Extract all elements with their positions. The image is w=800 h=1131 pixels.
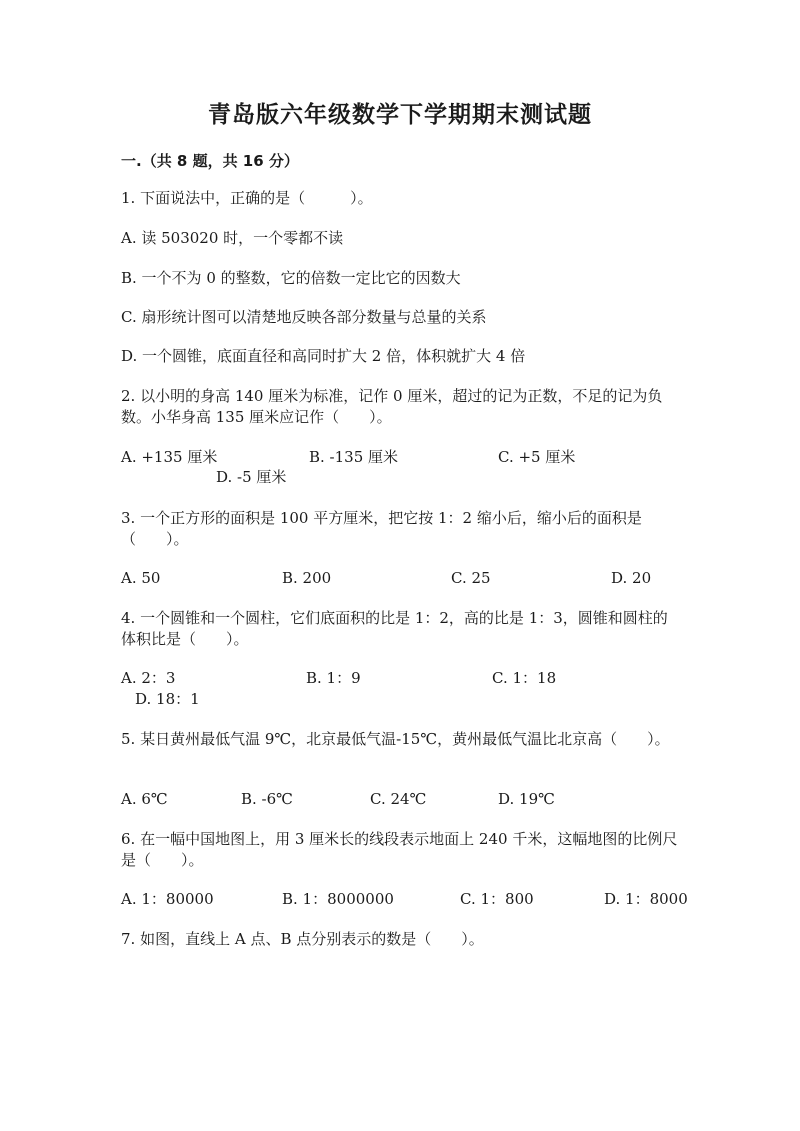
question-6-option-d[interactable]: D. 1：8000 (604, 890, 688, 908)
question-3-option-a[interactable]: A. 50 (121, 569, 161, 587)
question-3-option-b[interactable]: B. 200 (282, 569, 332, 587)
question-7-stem: 7. 如图，直线上 A 点、B 点分别表示的数是（ ）。 (121, 930, 484, 948)
question-1-option-d[interactable]: D. 一个圆锥，底面直径和高同时扩大 2 倍，体积就扩大 4 倍 (121, 347, 526, 365)
question-3-stem: 3. 一个正方形的面积是 100 平方厘米，把它按 1：2 缩小后，缩小后的面积是（ ）。 (121, 509, 642, 548)
page-title: 青岛版六年级数学下学期期末测试题 (208, 102, 592, 128)
question-6-option-a[interactable]: A. 1：80000 (121, 890, 214, 908)
question-2-stem: 2. 以小明的身高 140 厘米为标准，记作 0 厘米，超过的记为正数，不足的记为负数。小华身高 135 厘米应记作（ ）。 (121, 387, 663, 426)
section-heading: 一.（共 8 题，共 16 分） (121, 152, 299, 170)
question-5-option-b[interactable]: B. -6℃ (241, 790, 293, 808)
question-1-stem: 1. 下面说法中，正确的是（ ）。 (121, 189, 373, 207)
question-6-option-c[interactable]: C. 1：800 (460, 890, 534, 908)
question-2-option-c[interactable]: C. +5 厘米 (498, 448, 576, 466)
question-2-option-b[interactable]: B. -135 厘米 (309, 448, 399, 466)
question-4-option-c[interactable]: C. 1：18 (492, 669, 557, 687)
question-5-option-a[interactable]: A. 6℃ (121, 790, 168, 808)
question-1-option-c[interactable]: C. 扇形统计图可以清楚地反映各部分数量与总量的关系 (121, 308, 487, 326)
question-5-stem: 5. 某日黄州最低气温 9℃，北京最低气温-15℃，黄州最低气温比北京高（ ）。 (121, 730, 670, 748)
question-3-option-c[interactable]: C. 25 (451, 569, 491, 587)
question-6-option-b[interactable]: B. 1：8000000 (282, 890, 394, 908)
question-2-option-a[interactable]: A. +135 厘米 (121, 448, 218, 466)
question-2-option-d[interactable]: D. -5 厘米 (216, 468, 287, 486)
question-4-option-b[interactable]: B. 1：9 (306, 669, 361, 687)
question-4-stem: 4. 一个圆锥和一个圆柱，它们底面积的比是 1：2，高的比是 1：3，圆锥和圆柱的体积比是（ ）。 (121, 609, 668, 648)
question-6-stem: 6. 在一幅中国地图上，用 3 厘米长的线段表示地面上 240 千米，这幅地图的比例尺是（ ）。 (121, 830, 678, 869)
question-5-option-d[interactable]: D. 19℃ (498, 790, 555, 808)
question-1-option-a[interactable]: A. 读 503020 时，一个零都不读 (121, 229, 344, 247)
question-1-option-b[interactable]: B. 一个不为 0 的整数，它的倍数一定比它的因数大 (121, 269, 461, 287)
question-5-option-c[interactable]: C. 24℃ (370, 790, 427, 808)
question-4-option-a[interactable]: A. 2：3 (121, 669, 176, 687)
question-4-option-d[interactable]: D. 18：1 (135, 690, 200, 708)
question-3-option-d[interactable]: D. 20 (611, 569, 652, 587)
